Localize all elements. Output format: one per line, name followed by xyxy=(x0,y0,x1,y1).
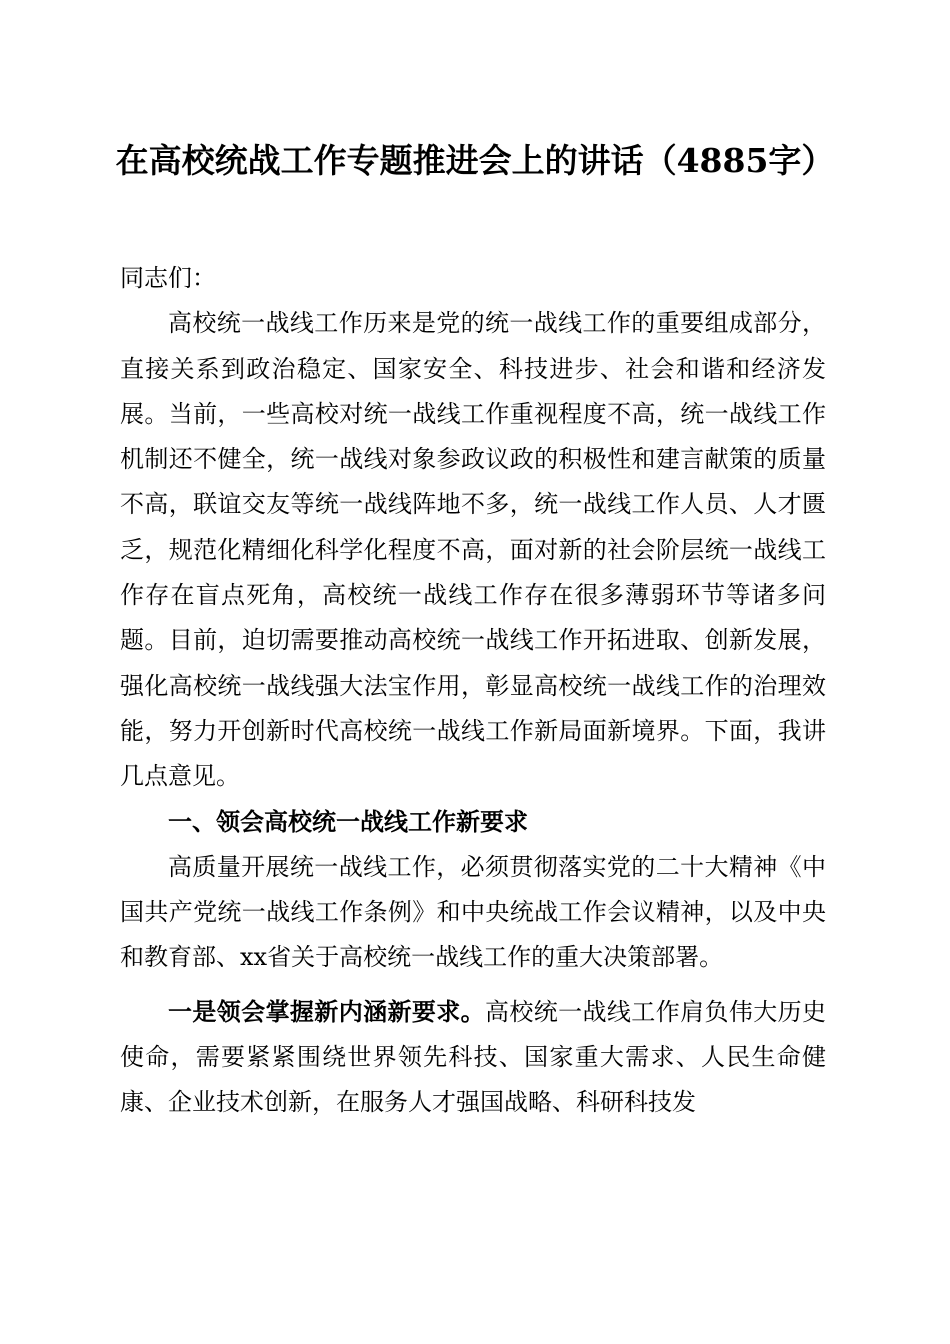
document-title: 在高校统战工作专题推进会上的讲话（4885字） xyxy=(115,141,835,180)
document-body xyxy=(120,256,826,1126)
salutation: 同志们： xyxy=(120,264,216,292)
section-1-paragraph: 高质量开展统一战线工作，必须贯彻落实党的二十大精神《中国共产党统一战线工作条例》和中央统战工作会议精神，以及中央和教育部、xx省关于高校统一战线工作的重大决策部署。 xyxy=(120,852,826,972)
section-heading-1: 一、领会高校统一战线工作新要求 xyxy=(168,807,528,836)
intro-paragraph: 高校统一战线工作历来是党的统一战线工作的重要组成部分，直接关系到政治稳定、国家安全、科技进步、社会和谐和经济发展。当前，一些高校对统一战线工作重视程度不高，统一战线工作机制还不健全，统一战线对象参政议政的积极性和建言献策的质量不高，联谊交友等统一战线阵地不多，统一战线工作人员、人才匮乏，规范化精细化科学化程度不高，面对新的社会阶层统一战线工作存在盲点死角，高校统一战线工作存在很多薄弱环节等诸多问题。目前，迫切需要推动高校统一战线工作开拓进取、创新发展，强化高校统一战线强大法宝作用，彰显高校统一战线工作的治理效能，努力开创新时代高校统一战线工作新局面新境界。下面，我讲几点意见。 xyxy=(120,309,826,791)
point-1-lead: 一是领会掌握新内涵新要求。 xyxy=(168,996,485,1026)
point-1-text: 高校统一战线工作肩负伟大历史使命，需要紧紧围绕世界领先科技、国家重大需求、人民生命健康、企业技术创新，在服务人才强国战略、科研科技发 xyxy=(120,997,826,1117)
point-1-paragraph xyxy=(120,989,826,1126)
